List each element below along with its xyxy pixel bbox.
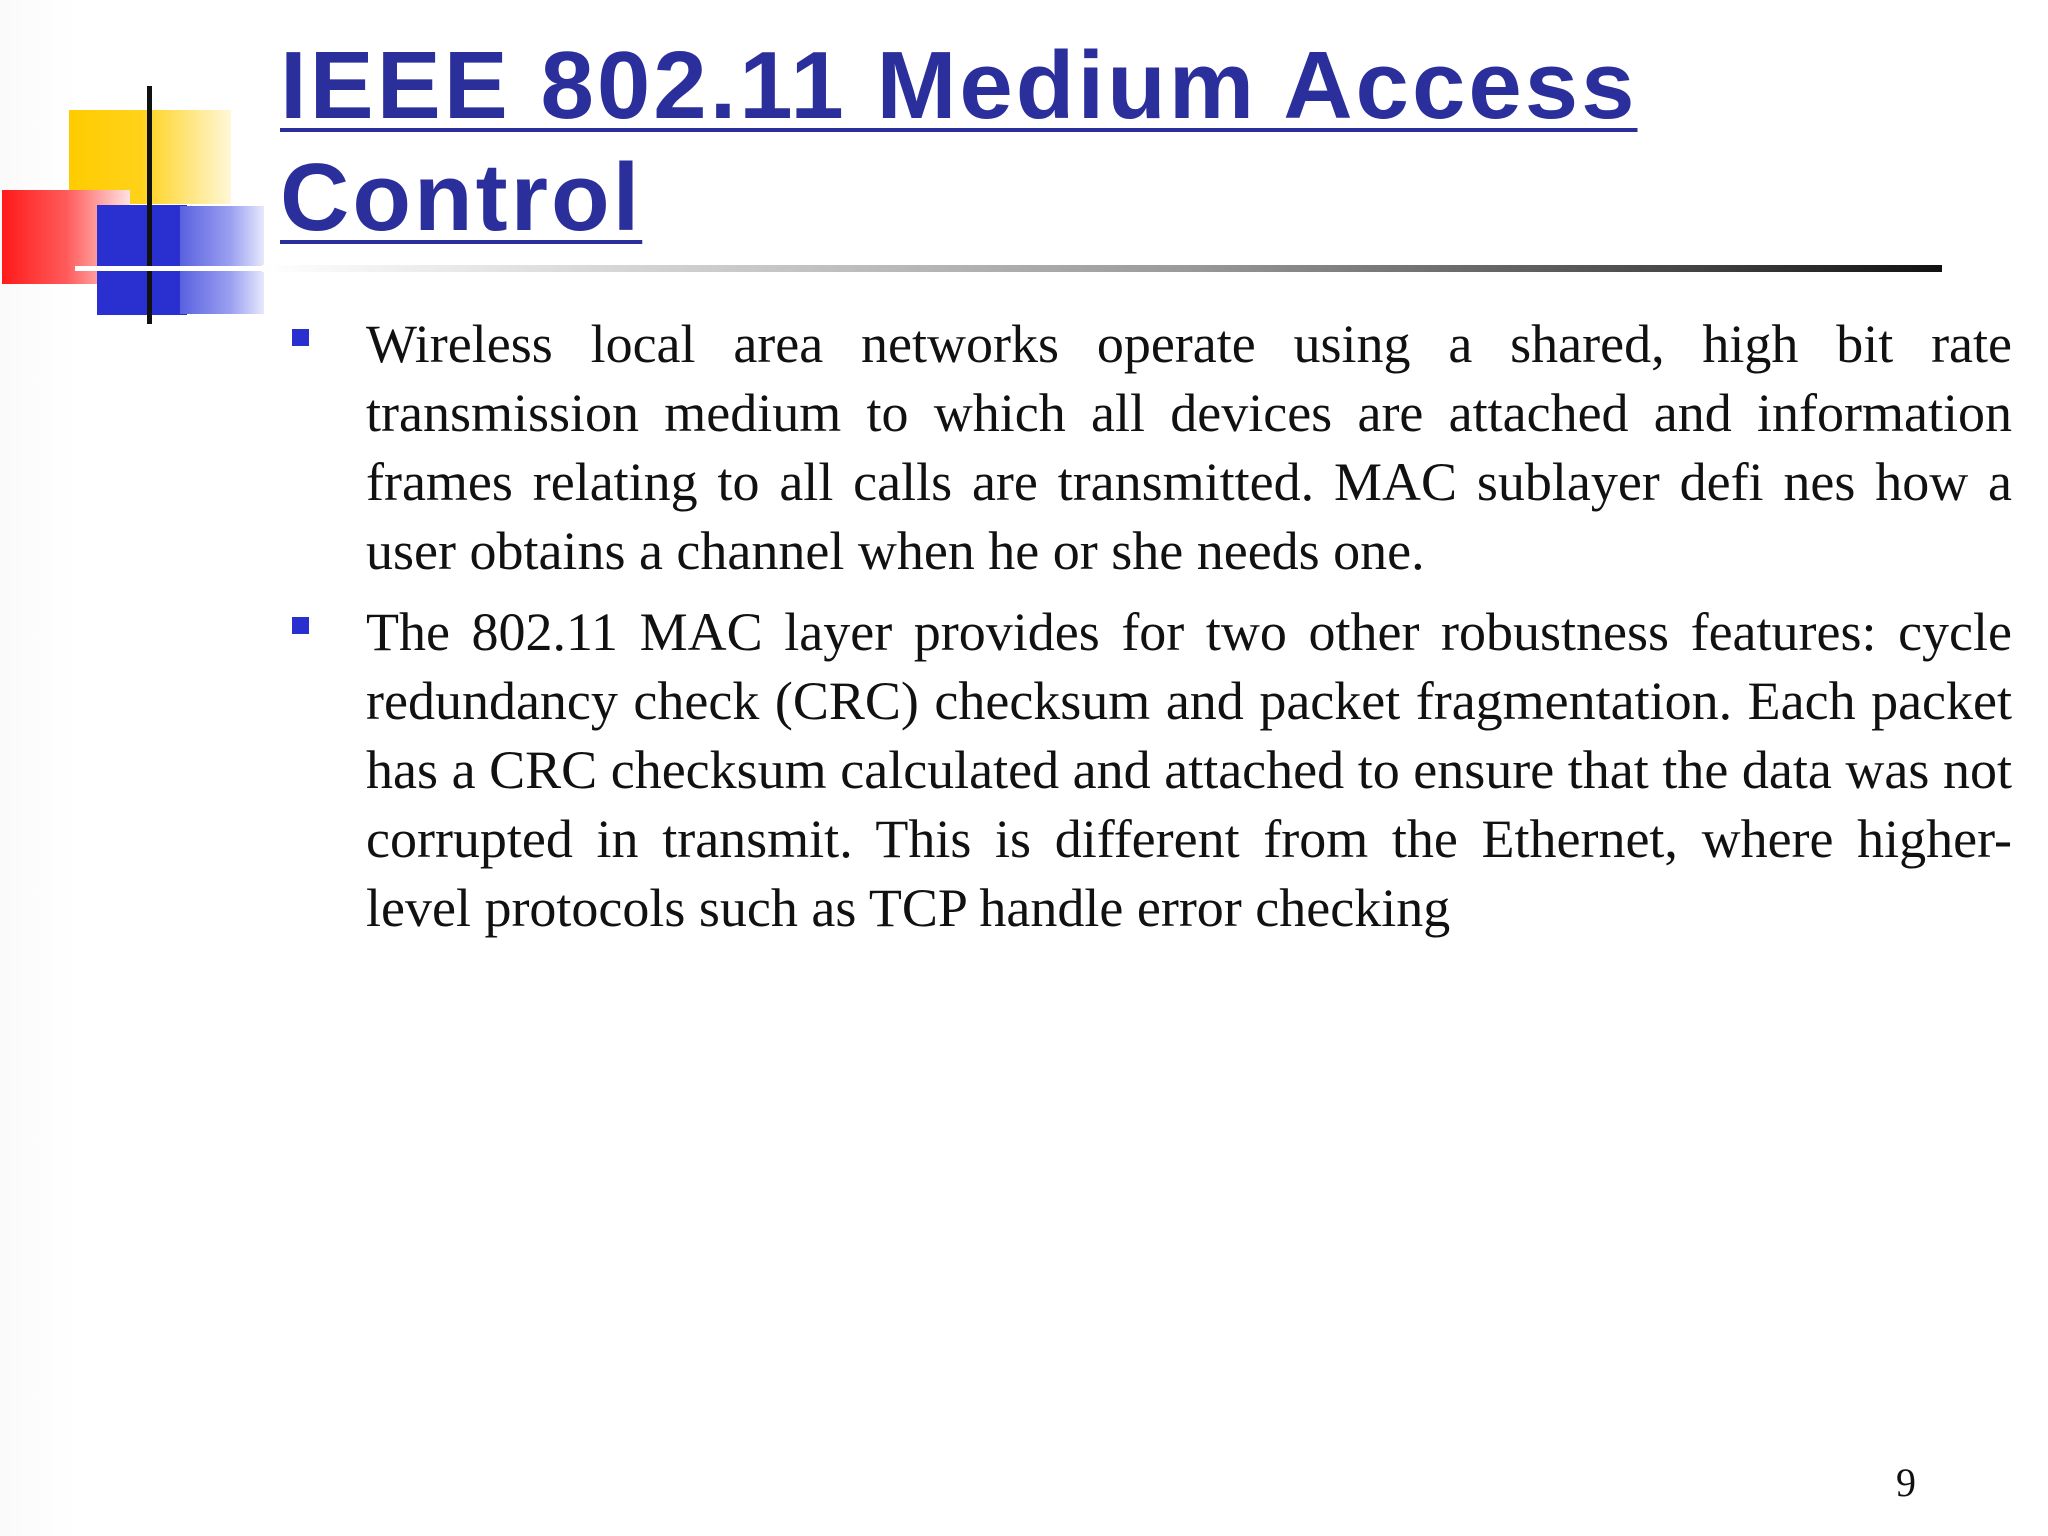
decorative-logo	[0, 0, 280, 340]
bullet-item	[286, 598, 2012, 943]
bullet-list	[286, 310, 2012, 955]
bullet-item	[286, 310, 2012, 586]
bullet-text: The 802.11 MAC layer provides for two other robustness features: cycle redundancy check (CRC) checksum and packet fragmentation. Each packet has a CRC checksum calculated and attached to ensure that the data was not corrupted in transmit. This is different from the Ethernet, where higher-level protocols such as TCP handle error checking	[366, 602, 2012, 938]
slide-title	[280, 30, 1730, 254]
page-number: 9	[1896, 1460, 1916, 1505]
title-divider	[262, 265, 1942, 272]
square-bullet-icon	[292, 329, 309, 346]
bullet-text: Wireless local area networks operate using a shared, high bit rate transmission medium to which all devices are attached and information frames relating to all calls are transmitted. MAC sublayer defi nes how a user obtains a channel when he or she needs one.	[366, 314, 2012, 581]
dark-blue-square	[97, 205, 187, 315]
horizontal-white-line	[75, 266, 270, 271]
slide-title-text: IEEE 802.11 Medium Access Control	[280, 32, 1638, 251]
vertical-line	[147, 86, 152, 324]
light-blue-square	[180, 206, 264, 314]
square-bullet-icon	[292, 617, 309, 634]
